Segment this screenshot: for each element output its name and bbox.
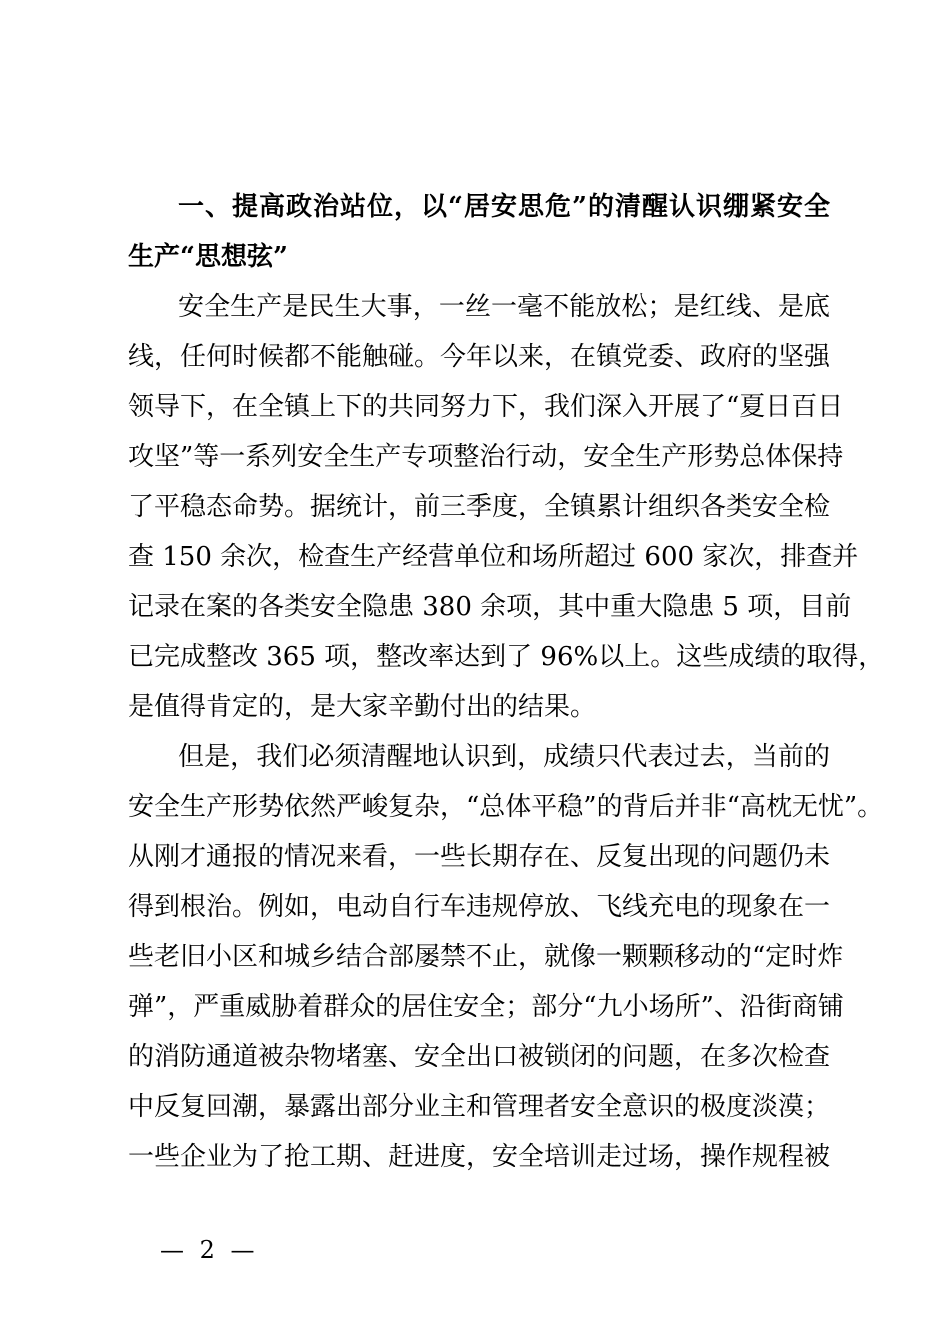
text-line: 领导下，在全镇上下的共同努力下，我们深入开展了“夏日百日 <box>128 392 844 422</box>
heading-line: 生产“思想弦” <box>128 242 288 272</box>
text-line: 些老旧小区和城乡结合部屡禁不止，就像一颗颗移动的“定时炸 <box>128 942 844 972</box>
paragraph-1 <box>128 282 885 732</box>
heading-line: 一、提高政治站位，以“居安思危”的清醒认识绷紧安全 <box>178 192 830 222</box>
text-line: 的消防通道被杂物堵塞、安全出口被锁闭的问题，在多次检查 <box>128 1042 831 1072</box>
text-line: 但是，我们必须清醒地认识到，成绩只代表过去，当前的 <box>178 742 830 772</box>
text-line: 得到根治。例如，电动自行车违规停放、飞线充电的现象在一 <box>128 892 831 922</box>
paragraph-2 <box>128 732 884 1182</box>
text-line: 是值得肯定的，是大家辛勤付出的结果。 <box>128 692 597 722</box>
text-line: 攻坚”等一系列安全生产专项整治行动，安全生产形势总体保持 <box>128 442 844 472</box>
text-line: 安全生产形势依然严峻复杂，“总体平稳”的背后并非“高枕无忧”。 <box>128 792 884 822</box>
page-number: — 2 — <box>160 1236 259 1264</box>
text-line: 了平稳态命势。据统计，前三季度，全镇累计组织各类安全检 <box>128 492 831 522</box>
section-heading <box>128 182 830 282</box>
document-body <box>128 182 885 1182</box>
text-line: 已完成整改 365 项，整改率达到了 96%以上。这些成绩的取得， <box>128 642 885 672</box>
text-line: 记录在案的各类安全隐患 380 余项，其中重大隐患 5 项，目前 <box>128 592 852 622</box>
text-line: 一些企业为了抢工期、赶进度，安全培训走过场，操作规程被 <box>128 1142 831 1172</box>
text-line: 中反复回潮，暴露出部分业主和管理者安全意识的极度淡漠； <box>128 1092 831 1122</box>
text-line: 查 150 余次，检查生产经营单位和场所超过 600 家次，排查并 <box>128 542 859 572</box>
text-line: 弹”，严重威胁着群众的居住安全；部分“九小场所”、沿街商铺 <box>128 992 844 1022</box>
text-line: 线，任何时候都不能触碰。今年以来，在镇党委、政府的坚强 <box>128 342 831 372</box>
text-line: 安全生产是民生大事，一丝一毫不能放松；是红线、是底 <box>178 292 830 322</box>
text-line: 从刚才通报的情况来看，一些长期存在、反复出现的问题仍未 <box>128 842 831 872</box>
